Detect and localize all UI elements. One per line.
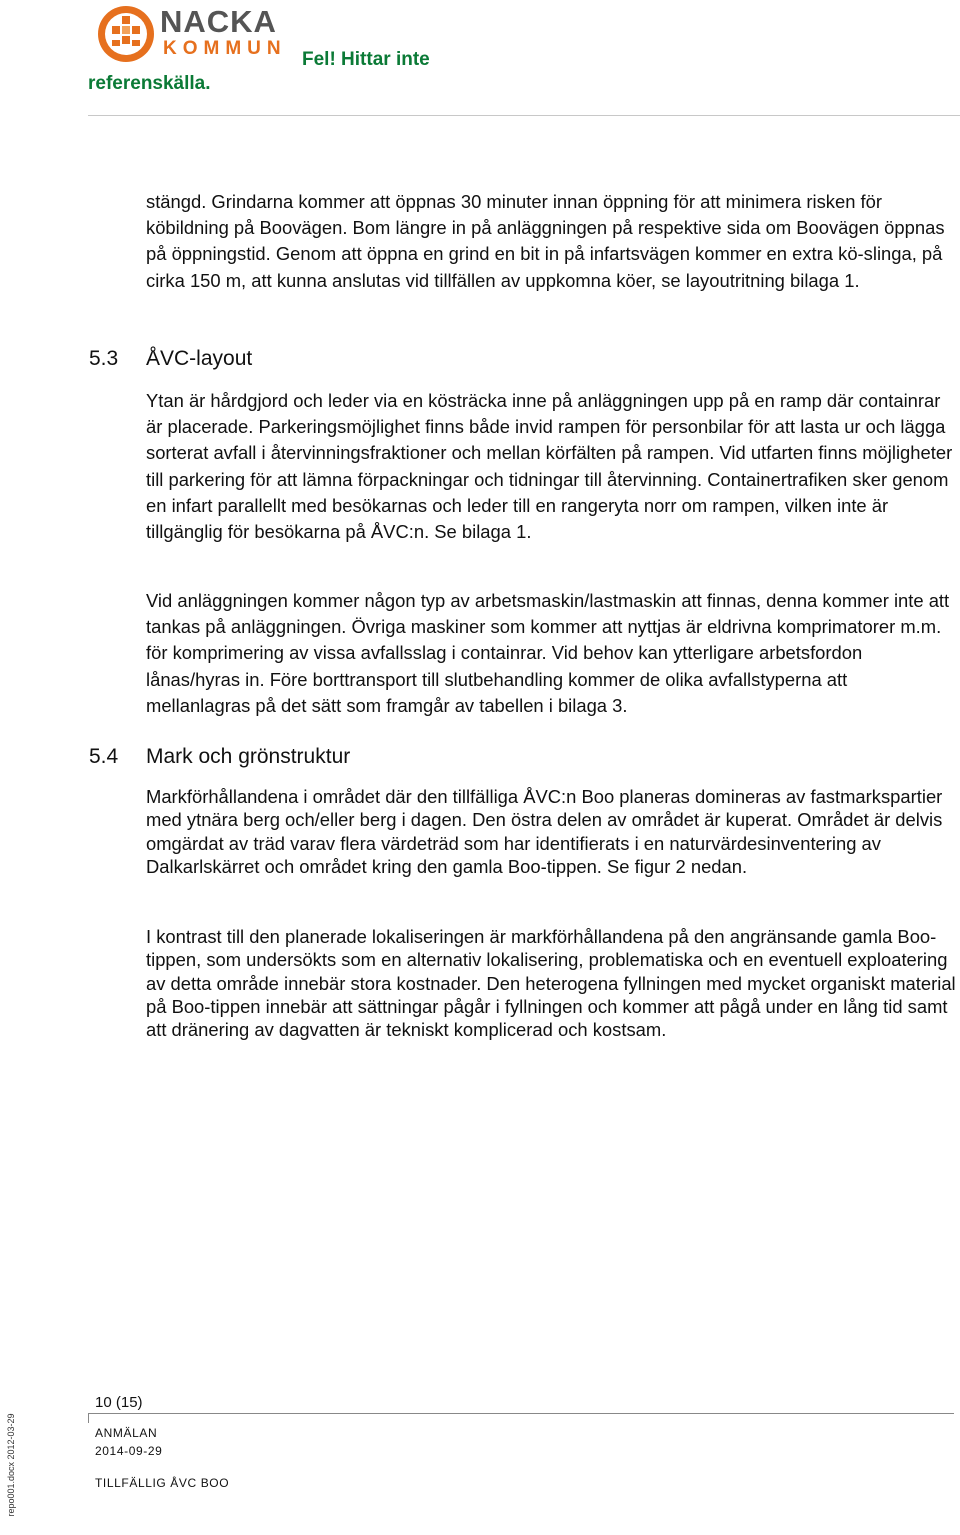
logo-text-nacka: NACKA [160, 4, 277, 39]
section-number-5-3: 5.3 [89, 347, 119, 370]
intro-paragraph: stängd. Grindarna kommer att öppnas 30 minuter innan öppning för att minimera risken för köbildning på Boovägen. Bom längre in på anläggningen på respektive sida om Boovägen öppnas på öppningstid. Genom att öppna en grind en bit in på infartsvägen kommer en extra kö-slinga, på cirka 150 m, att kunna anslutas vid tillfällen av uppkomna köer, se layoutritning bilaga 1. [146, 191, 945, 291]
side-document-code: repo001.docx 2012-03-29 [6, 1413, 16, 1517]
footer-divider-tick [88, 1413, 89, 1423]
footer-date: 2014-09-29 [95, 1444, 163, 1458]
header-divider [88, 115, 960, 116]
section-5-3-paragraph-2: Vid anläggningen kommer någon typ av arbetsmaskin/lastmaskin att finnas, denna kommer inte att tankas på anläggningen. Övriga maskiner som kommer att nyttjas är eldrivna komprimatorer m.m. för komprimering av vissa avfallsslag i containrar. Vid behov kan ytterligare arbetsfordon lånas/hyras in. Före borttransport till slutbehandling kommer de olika avfallstyperna att mellanlagras på det sätt som framgår av tabellen i bilaga 3. [146, 590, 950, 716]
header-error-text-2: referenskälla. [88, 73, 211, 94]
section-number-5-4: 5.4 [89, 745, 119, 768]
footer-doc-type: ANMÄLAN [95, 1426, 158, 1440]
logo-text-kommun: KOMMUN [163, 38, 287, 59]
section-5-3-paragraph-1: Ytan är hårdgjord och leder via en kösträcka inne på anläggningen upp på en ramp där containrar är placerade. Parkeringsmöjlighet finns både invid rampen för personbilar för att lasta ur och lägga sorterat avfall i återvinningsfraktioner och mellan körfälten på rampen. Vid utfarten finns möjligheter till parkering för att lämna förpackningar och tidningar till återvinning. Containertrafiken sker genom en infart parallellt med besökarnas och leder till en rangeryta norr om rampen, vilken inte är tillgänglig för besökarna på ÅVC:n. Se bilaga 1. [146, 390, 953, 543]
nacka-logo [96, 4, 296, 68]
footer-doc-title: TILLFÄLLIG ÅVC BOO [95, 1476, 230, 1490]
page-number: 10 (15) [95, 1394, 143, 1411]
footer-divider [88, 1413, 954, 1414]
header-error-text-1: Fel! Hittar inte [302, 49, 430, 70]
nacka-emblem-icon [96, 4, 156, 64]
section-title-5-3: ÅVC-layout [146, 347, 253, 370]
section-5-4-paragraph-2: I kontrast till den planerade lokaliseringen är markförhållandena på den angränsande gamla Boo-tippen, som undersökts som en alternativ lokalisering, problematiska och en eventuell exploatering av detta område innebär stora kostnader. Den heterogena fyllningen med mycket organiskt material på Boo-tippen innebär att sättningar pågår i fyllningen och kommer att pågå under en lång tid samt att dränering av dagvatten är tekniskt komplicerad och kostsam. [146, 926, 956, 1041]
section-title-5-4: Mark och grönstruktur [146, 745, 351, 768]
section-5-4-paragraph-1: Markförhållandena i området där den tillfälliga ÅVC:n Boo planeras domineras av fastmarkspartier med ytnära berg och/eller berg i dagen. Den östra delen av området är kuperat. Området är delvis omgärdat av träd varav flera värdeträd som har identifierats i en naturvärdesinventering av Dalkarlskärret och området kring den gamla Boo-tippen. Se figur 2 nedan. [146, 786, 943, 877]
